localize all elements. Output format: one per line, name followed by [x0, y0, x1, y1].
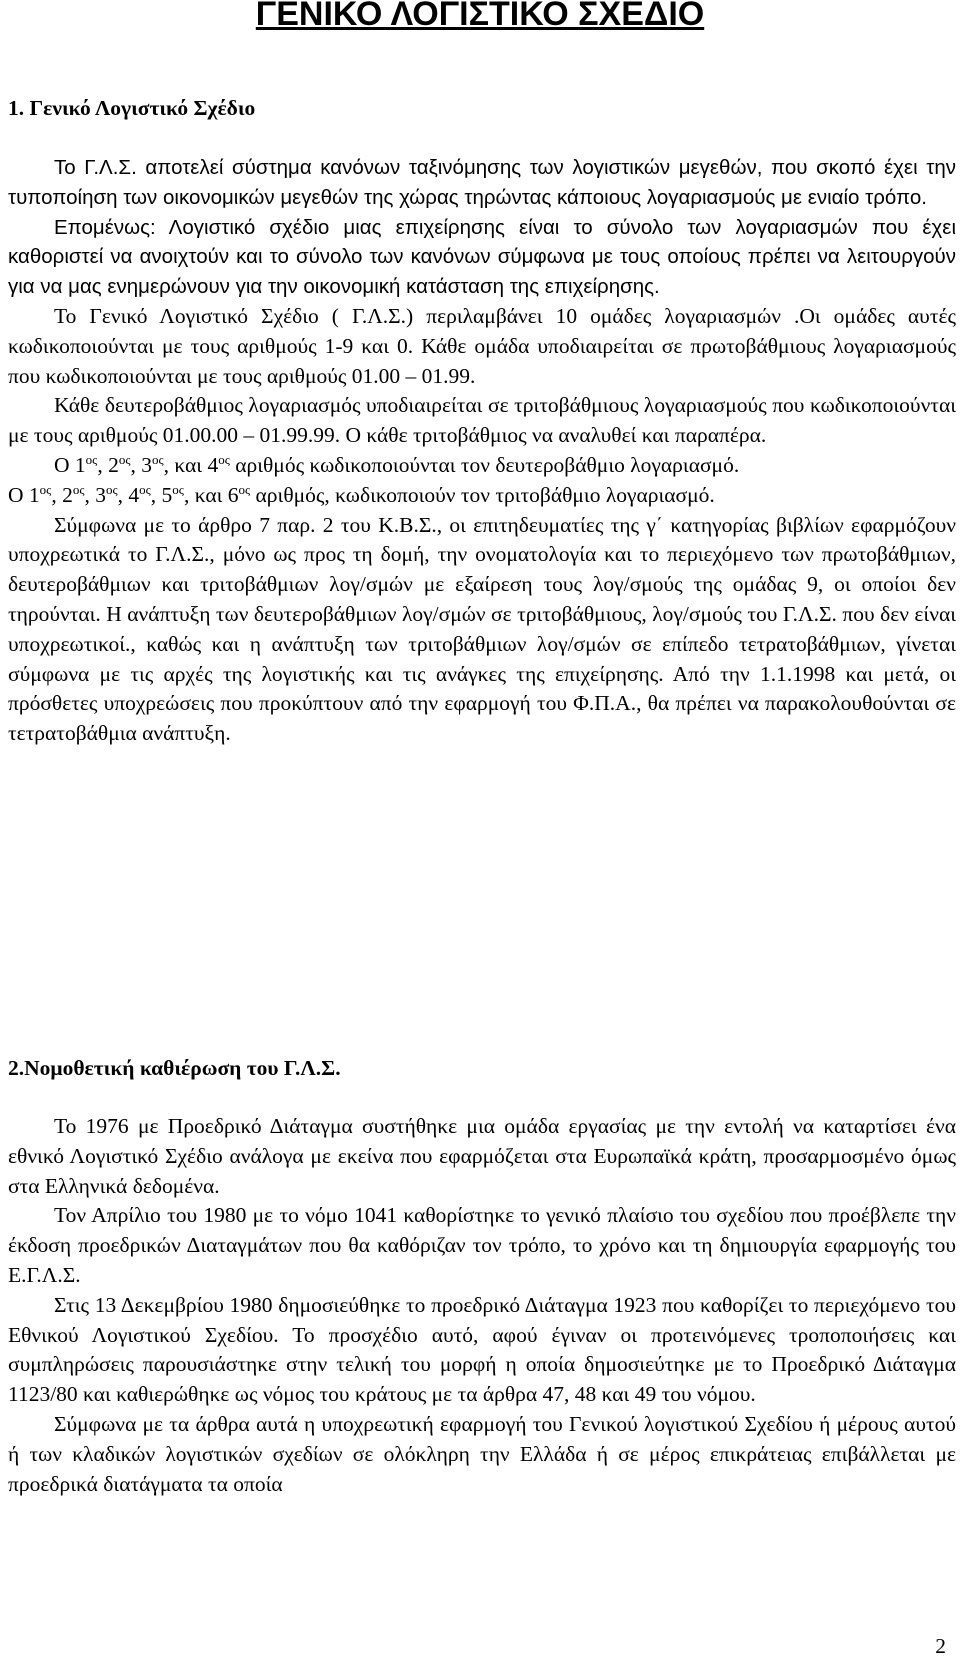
page-number: 2: [935, 1634, 946, 1658]
section-2-body: [8, 1112, 956, 1499]
paragraph: Το Γενικό Λογιστικό Σχέδιο ( Γ.Λ.Σ.) περιλαμβάνει 10 ομάδες λογαριασμών .Οι ομάδες αυτές κωδικοποιούνται με τους αριθμούς 1-9 και 0. Κάθε ομάδα υποδιαιρείται σε πρωτοβάθμιους λογαριασμούς που κωδικοποιούνται με τους αριθμούς 01.00 – 01.99.: [8, 303, 956, 388]
digits-line-second-level: Ο $1^{o\varsigma}$, $2^{o\varsigma}$, $3^{o\varsigma}$, και $4^{o\varsigma}$ αριθμός κωδικοποιούνται τον δευτεροβάθμιο λογαριασμό.: [54, 451, 740, 477]
section-2-heading: 2.Νομοθετική καθιέρωση του Γ.Λ.Σ.: [8, 1056, 341, 1080]
paragraph: Στις 13 Δεκεμβρίου 1980 δημοσιεύθηκε το προεδρικό Διάταγμα 1923 που καθορίζει το περιεχόμενο του Εθνικού Λογιστικού Σχεδίου. Το προσχέδιο αυτό, αφού έγιναν οι προτεινόμενες τροποποιήσεις και συμπληρώσεις παρουσιάστηκε στην τελική του μορφή η οποία δημοσιεύτηκε με το Προεδρικό Διάταγμα 1123/80 και καθιερώθηκε ως νόμος του κράτους με τα άρθρα 47, 48 και 49 του νόμου.: [8, 1292, 956, 1407]
paragraph: Σύμφωνα με τα άρθρα αυτά η υποχρεωτική εφαρμογή του Γενικού λογιστικού Σχεδίου ή μέρους αυτού ή των κλαδικών λογιστικών σχεδίων σε ολόκληρη την Ελλάδα ή σε μέρος επικράτειας επιβάλλεται με προεδρικά διατάγματα τα οποία: [8, 1411, 956, 1496]
page-title: ΓΕΝΙΚΟ ΛΟΓΙΣΤΙΚΟ ΣΧΕΔΙΟ: [255, 0, 705, 33]
paragraph: Το Γ.Λ.Σ. αποτελεί σύστημα κανόνων ταξινόμησης των λογιστικών μεγεθών, που σκοπό έχει την τυποποίηση των οικονομικών μεγεθών της χώρας τηρώντας κάποιους λογαριασμούς με ενιαίο τρόπο.: [8, 156, 956, 209]
paragraph: Κάθε δευτεροβάθμιος λογαριασμός υποδιαιρείται σε τριτοβάθμιους λογαριασμούς που κωδικοποιούνται με τους αριθμούς 01.00.00 – 01.99.99. Ο κάθε τριτοβάθμιος να αναλυθεί και παραπέρα.: [8, 393, 956, 448]
paragraph: Σύμφωνα με το άρθρο 7 παρ. 2 του Κ.Β.Σ., οι επιτηδευματίες της γ΄ κατηγορίας βιβλίων εφαρμόζουν υποχρεωτικά το Γ.Λ.Σ., μόνο ως προς τη δομή, την ονοματολογία και το περιεχόμενο των πρωτοβάθμιων, δευτεροβάθμιων και τριτοβάθμιων λογ/σμών με εξαίρεση τους λογ/σμούς της ομάδας 9, οι οποίοι δεν τηρούνται. Η ανάπτυξη των δευτεροβάθμιων λογ/σμών σε τριτοβάθμιους, λογ/σμούς του Γ.Λ.Σ. που δεν είναι υποχρεωτικοί., καθώς και η ανάπτυξη των τριτοβάθμιων λογ/σμών σε επίπεδο τετρατοβάθμιων, γίνεται σύμφωνα με τις αρχές της λογιστικής και τις ανάγκες της επιχείρησης. Από την 1.1.1998 και μετά, οι πρόσθετες υποχρεώσεις που προκύπτουν από την εφαρμογή του Φ.Π.Α., θα πρέπει να παρακολουθούνται σε τετρατοβάθμια ανάπτυξη.: [8, 512, 956, 746]
paragraph: Τον Απρίλιο του 1980 με το νόμο 1041 καθορίστηκε το γενικό πλαίσιο του σχεδίου που προέβλεπε την έκδοση προεδρικών Διαταγμάτων που θα καθόριζαν τον τρόπο, το χρόνο και τη δημιουργία εφαρμογής του Ε.Γ.Λ.Σ.: [8, 1203, 956, 1287]
section-1-heading: 1. Γενικό Λογιστικό Σχέδιο: [8, 96, 256, 120]
digits-line-third-level: Ο $1^{o\varsigma}$, $2^{o\varsigma}$, $3^{o\varsigma}$, $4^{o\varsigma}$, $5^{o\varsigma}$, και $6^{o\varsigma}$ αριθμός, κωδικοποιούν τον τριτοβάθμιο λογαριασμό.: [8, 481, 715, 507]
section-1-body: [8, 153, 956, 749]
paragraph: Το 1976 με Προεδρικό Διάταγμα συστήθηκε μια ομάδα εργασίας με την εντολή να καταρτίσει ένα εθνικό Λογιστικό Σχέδιο ανάλογα με εκείνα που εφαρμόζεται στα Ευρωπαϊκά κράτη, προσαρμοσμένο όμως στα Ελληνικά δεδομένα.: [8, 1114, 956, 1198]
paragraph: Επομένως: Λογιστικό σχέδιο μιας επιχείρησης είναι το σύνολο των λογαριασμών που έχει καθοριστεί να ανοιχτούν και το σύνολο των κανόνων σύμφωνα με τους οποίους πρέπει να λειτουργούν για να μας ενημερώνουν για την οικονομική κατάσταση της επιχείρησης.: [8, 215, 956, 299]
